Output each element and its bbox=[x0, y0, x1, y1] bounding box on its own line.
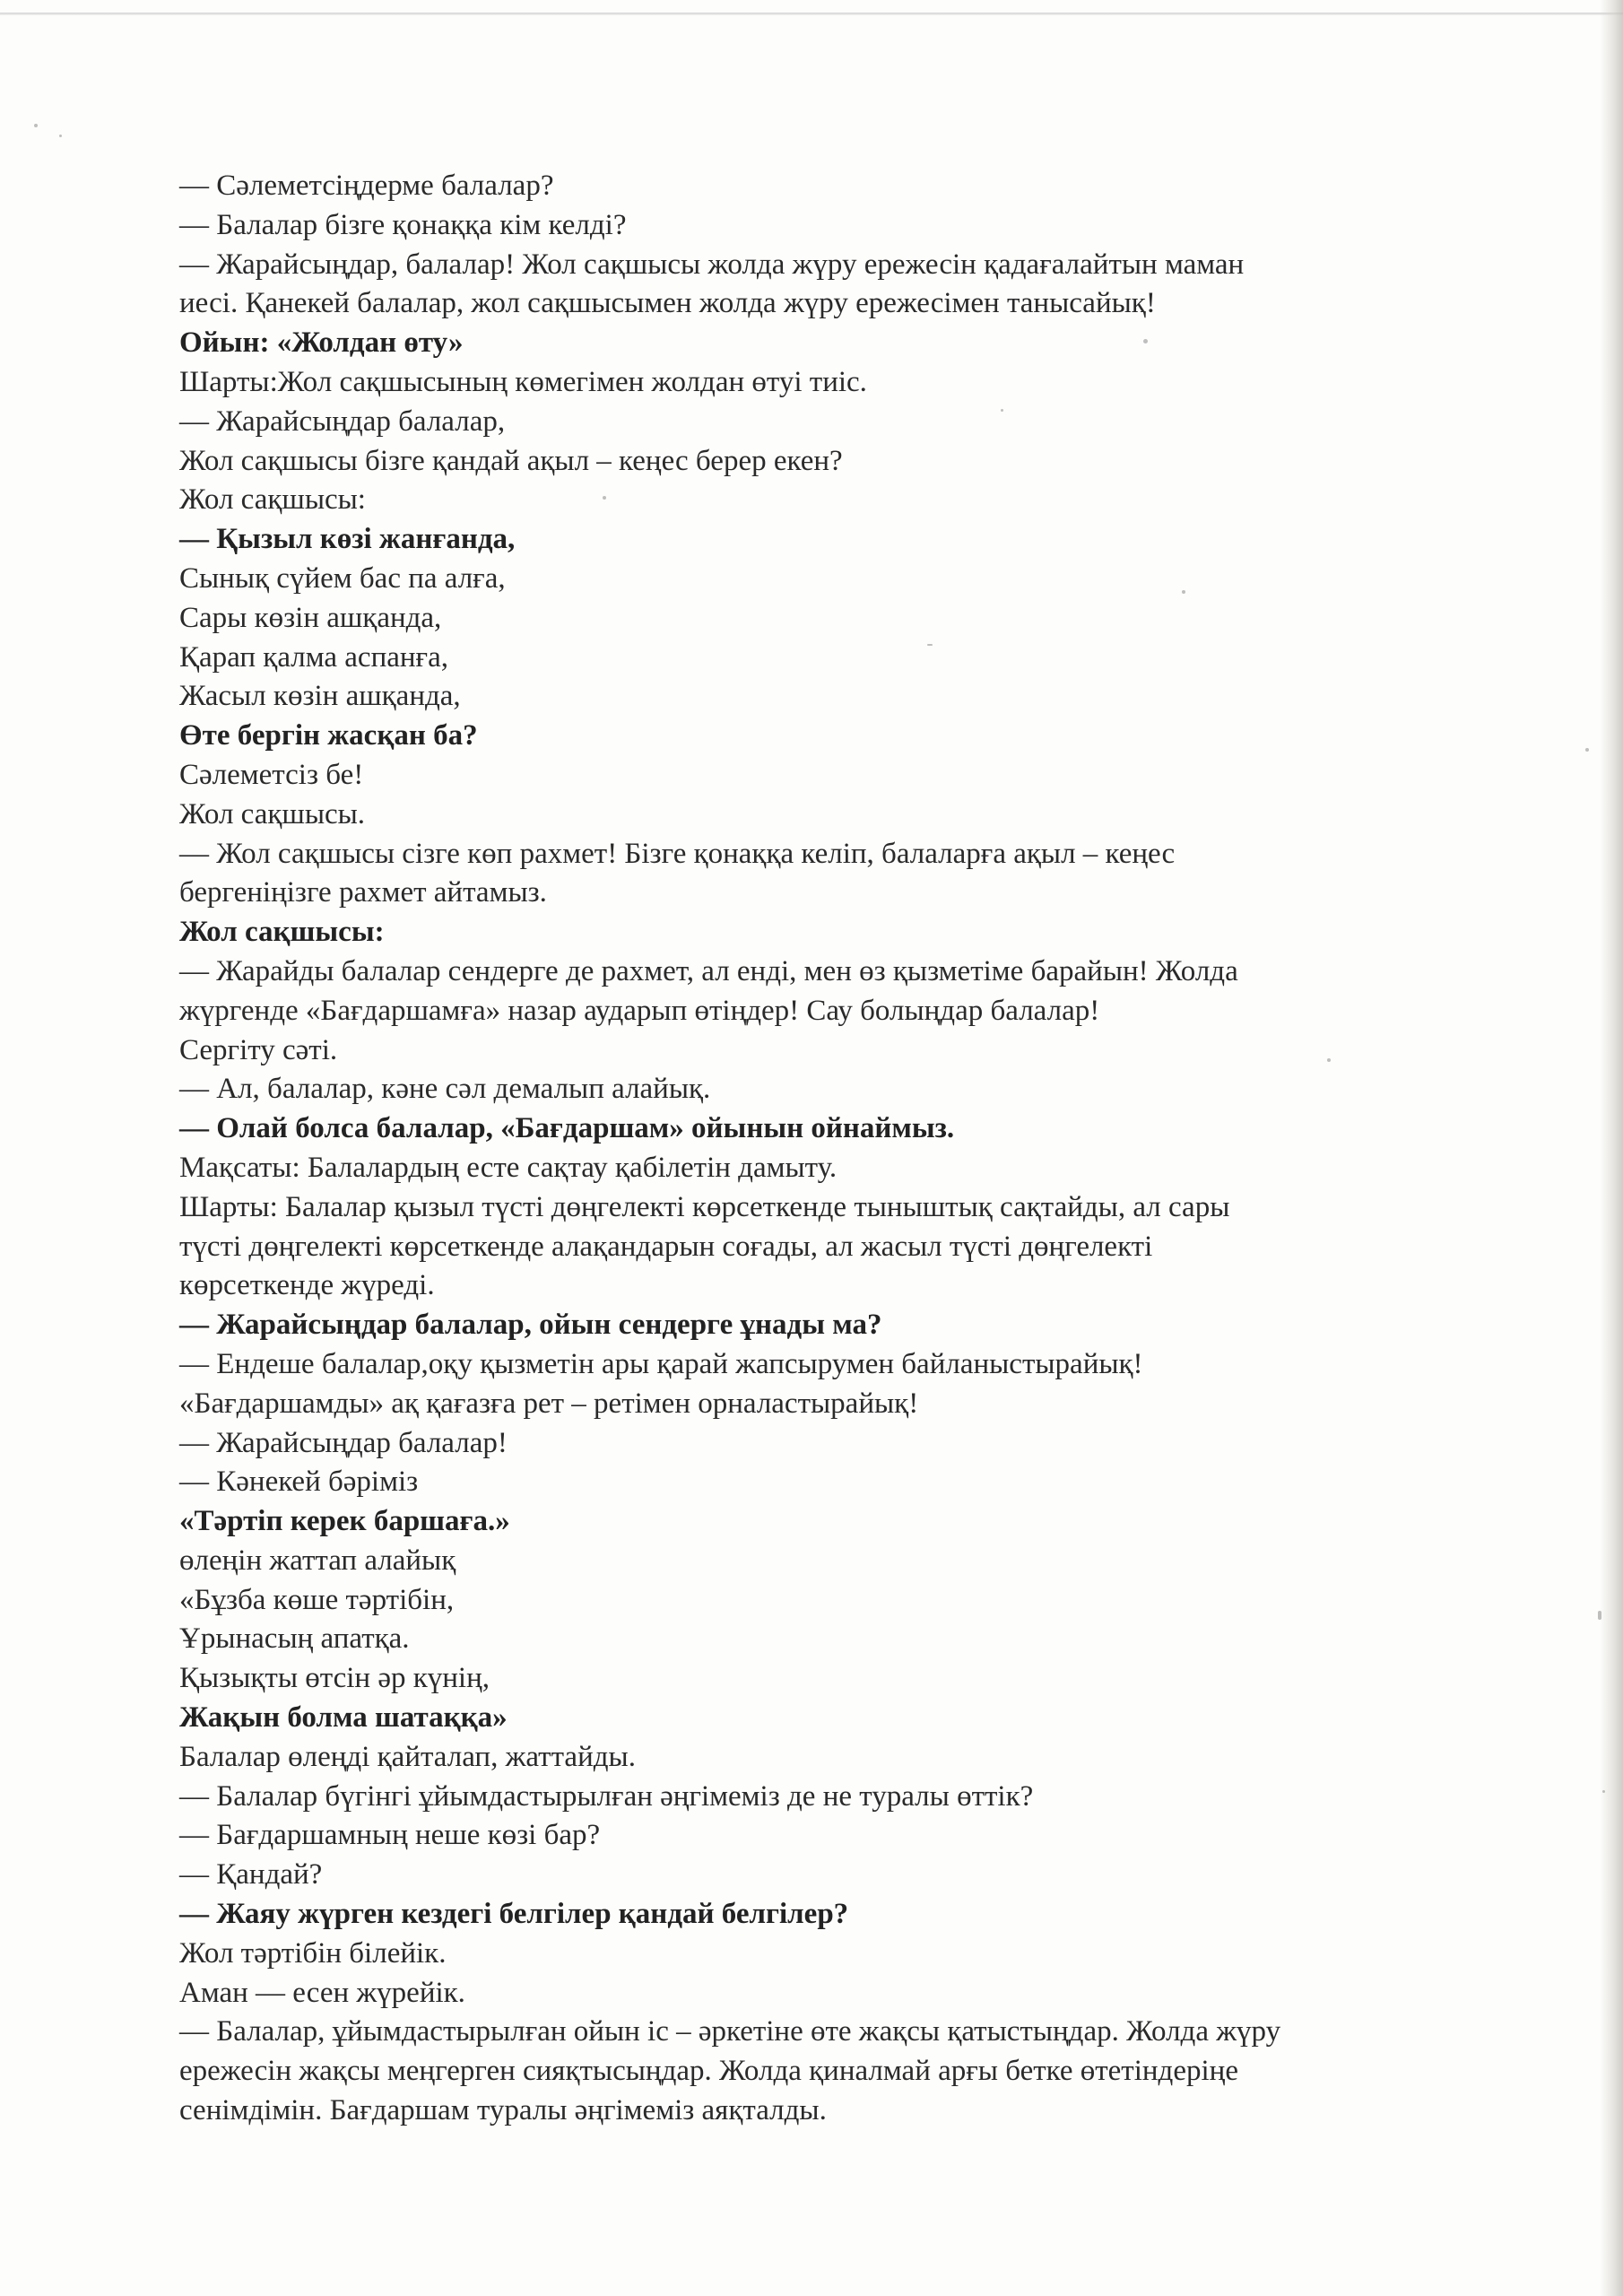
scan-speck bbox=[59, 135, 62, 137]
document-line: иесі. Қанекей балалар, жол сақшысымен жолда жүру ережесімен танысайық! bbox=[179, 287, 1156, 320]
document-line: Жол тәртібін білейік. bbox=[179, 1936, 447, 1970]
document-line: — Жол сақшысы сізге көп рахмет! Бізге қонаққа келіп, балаларға ақыл – кеңес bbox=[179, 837, 1176, 870]
document-line-bold: — Жарайсыңдар балалар, ойын сендерге ұнады ма? bbox=[179, 1309, 882, 1342]
document-line-bold: «Тәртіп керек баршаға.» bbox=[179, 1505, 510, 1538]
document-line: бергеніңізге рахмет айтамыз. bbox=[179, 876, 547, 909]
document-line-bold: Ойын: «Жолдан өту» bbox=[179, 326, 464, 360]
document-body bbox=[179, 167, 1506, 2131]
document-line: Жол сақшысы бізге қандай ақыл – кеңес берер екен? bbox=[179, 444, 843, 477]
document-line: Сәлеметсіз бе! bbox=[179, 758, 364, 791]
scan-right-edge bbox=[1600, 0, 1623, 2296]
document-line: — Ал, балалар, кәне сәл демалып алайық. bbox=[179, 1073, 711, 1106]
document-line-bold: — Қызыл көзі жанғанда, bbox=[179, 523, 516, 556]
document-line: Жол сақшысы: bbox=[179, 483, 366, 517]
scan-speck bbox=[1602, 1790, 1605, 1793]
document-line: жүргенде «Бағдаршамға» назар аударып өтіңдер! Сау болыңдар балалар! bbox=[179, 994, 1100, 1027]
scan-top-edge bbox=[0, 13, 1623, 15]
document-line: өлеңін жаттап алайық bbox=[179, 1544, 456, 1577]
document-line: — Кәнекей бәріміз bbox=[179, 1465, 419, 1499]
document-line: — Жарайсыңдар балалар! bbox=[179, 1426, 508, 1459]
document-line-bold: — Олай болса балалар, «Бағдаршам» ойынын ойнаймыз. bbox=[179, 1112, 955, 1145]
document-line: Сары көзін ашқанда, bbox=[179, 601, 442, 634]
document-line: Ұрынасың апатқа. bbox=[179, 1622, 410, 1656]
document-line-bold: Жақын болма шатаққа» bbox=[179, 1701, 508, 1735]
document-line: Мақсаты: Балалардың есте сақтау қабілетін дамыту. bbox=[179, 1151, 838, 1184]
document-line: Сынық сүйем бас па алға, bbox=[179, 561, 506, 595]
document-line: Сергіту сәті. bbox=[179, 1033, 338, 1066]
document-line-bold: — Жаяу жүрген кездегі белгілер қандай белгілер? bbox=[179, 1898, 849, 1931]
document-line: — Жарайсыңдар балалар, bbox=[179, 404, 506, 438]
document-line: Қызықты өтсін әр күнің, bbox=[179, 1662, 490, 1695]
scan-speck bbox=[1598, 1611, 1601, 1620]
document-line: Шарты: Балалар қызыл түсті дөңгелекті көрсеткенде тыныштық сақтайды, ал сары bbox=[179, 1190, 1230, 1223]
document-line: «Бұзба көше тәртібін, bbox=[179, 1583, 455, 1616]
document-line: — Жарайсыңдар, балалар! Жол сақшысы жолда жүру ережесін қадағалайтын маман bbox=[179, 248, 1245, 281]
document-line: — Балалар бүгінгі ұйымдастырылған әңгімеміз де не туралы өттік? bbox=[179, 1779, 1034, 1813]
document-line: — Жарайды балалар сендерге де рахмет, ал енді, мен өз қызметіме барайын! Жолда bbox=[179, 954, 1238, 987]
document-line: көрсеткенде жүреді. bbox=[179, 1269, 435, 1302]
document-line: — Балалар, ұйымдастырылған ойын іс – әркетіне өте жақсы қатыстыңдар. Жолда жүру bbox=[179, 2015, 1281, 2048]
document-line: Аман — есен жүрейік. bbox=[179, 1976, 465, 2009]
document-line: Жасыл көзін ашқанда, bbox=[179, 680, 461, 713]
scan-speck bbox=[1585, 748, 1589, 752]
scan-speck bbox=[34, 124, 38, 127]
document-line: сенімдімін. Бағдаршам туралы әңгімеміз аяқталды. bbox=[179, 2094, 827, 2127]
document-line: — Бағдаршамның неше көзі бар? bbox=[179, 1819, 601, 1852]
document-line: — Сәлеметсіңдерме балалар? bbox=[179, 170, 554, 202]
document-line: — Балалар бізге қонаққа кім келді? bbox=[179, 208, 627, 241]
document-line: Қарап қалма аспанға, bbox=[179, 640, 448, 674]
document-line: — Қандай? bbox=[179, 1858, 323, 1892]
document-line: түсті дөңгелекті көрсеткенде алақандарын соғады, ал жасыл түсті дөңгелекті bbox=[179, 1230, 1153, 1263]
document-line-bold: Жол сақшысы: bbox=[179, 916, 385, 949]
document-line: ережесін жақсы меңгерген сияқтысыңдар. Жолда қиналмай арғы бетке өтетіндеріңе bbox=[179, 2055, 1238, 2088]
document-line: Жол сақшысы. bbox=[179, 797, 366, 831]
document-line: «Бағдаршамды» ақ қағазға рет – ретімен орналастырайық! bbox=[179, 1387, 919, 1420]
document-line: Балалар өлеңді қайталап, жаттайды. bbox=[179, 1740, 636, 1773]
document-line: — Ендеше балалар,оқу қызметін ары қарай жапсырумен байланыстырайық! bbox=[179, 1347, 1143, 1380]
document-line: Шарты:Жол сақшысының көмегімен жолдан өтуі тиіс. bbox=[179, 365, 867, 398]
document-line-bold: Өте бергін жасқан ба? bbox=[179, 719, 478, 752]
